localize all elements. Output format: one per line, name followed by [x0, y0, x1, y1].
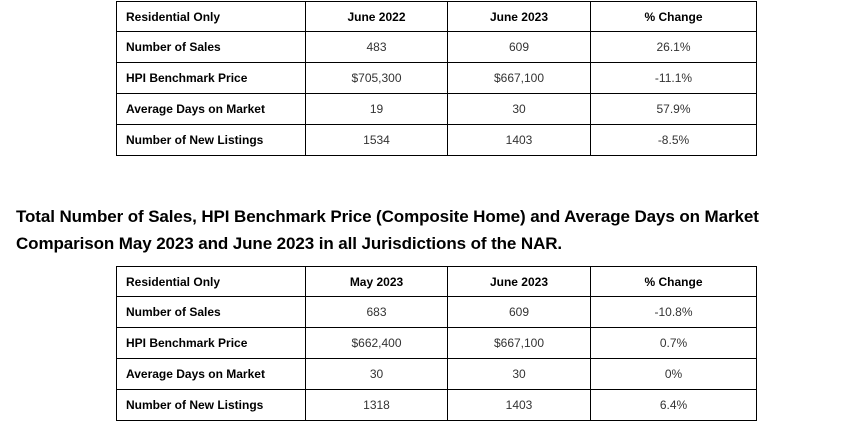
- row-label: HPI Benchmark Price: [117, 328, 306, 359]
- table-cell: 0.7%: [591, 328, 757, 359]
- table-cell: 30: [448, 359, 591, 390]
- table-cell: 26.1%: [591, 32, 757, 63]
- row-label: Number of New Listings: [117, 390, 306, 421]
- table-row: [117, 63, 757, 94]
- header-cell: June 2022: [306, 2, 448, 32]
- heading-line-1: Total Number of Sales, HPI Benchmark Price (Composite Home) and Average Days on Market: [16, 207, 759, 226]
- row-label: Number of Sales: [117, 297, 306, 328]
- table-cell: 19: [306, 94, 448, 125]
- table-cell: -10.8%: [591, 297, 757, 328]
- header-cell: % Change: [591, 267, 757, 297]
- table-header-row: [117, 267, 757, 297]
- table-cell: $667,100: [448, 328, 591, 359]
- header-cell: June 2023: [448, 267, 591, 297]
- table-cell: 1403: [448, 125, 591, 156]
- table-row: [117, 94, 757, 125]
- table-row: [117, 328, 757, 359]
- comparison-table-june: [116, 1, 757, 156]
- table-row: [117, 297, 757, 328]
- heading-line-2: Comparison May 2023 and June 2023 in all Jurisdictions of the NAR.: [16, 234, 563, 253]
- table-cell: -11.1%: [591, 63, 757, 94]
- table-cell: $667,100: [448, 63, 591, 94]
- table-row: [117, 359, 757, 390]
- header-cell: Residential Only: [117, 267, 306, 297]
- table-cell: 30: [448, 94, 591, 125]
- table-cell: 609: [448, 297, 591, 328]
- header-cell: June 2023: [448, 2, 591, 32]
- header-cell: May 2023: [306, 267, 448, 297]
- table-cell: 1318: [306, 390, 448, 421]
- table-cell: 483: [306, 32, 448, 63]
- table-cell: 57.9%: [591, 94, 757, 125]
- table-cell: 1403: [448, 390, 591, 421]
- table-row: [117, 125, 757, 156]
- table-header-row: [117, 2, 757, 32]
- section-heading: [16, 203, 861, 257]
- row-label: Average Days on Market: [117, 359, 306, 390]
- header-cell: % Change: [591, 2, 757, 32]
- table-cell: $705,300: [306, 63, 448, 94]
- table-cell: 6.4%: [591, 390, 757, 421]
- table-cell: 30: [306, 359, 448, 390]
- table-row: [117, 390, 757, 421]
- header-cell: Residential Only: [117, 2, 306, 32]
- table-cell: 609: [448, 32, 591, 63]
- row-label: Number of Sales: [117, 32, 306, 63]
- table-cell: 683: [306, 297, 448, 328]
- table-cell: 0%: [591, 359, 757, 390]
- table-cell: $662,400: [306, 328, 448, 359]
- row-label: Average Days on Market: [117, 94, 306, 125]
- row-label: HPI Benchmark Price: [117, 63, 306, 94]
- table-cell: -8.5%: [591, 125, 757, 156]
- row-label: Number of New Listings: [117, 125, 306, 156]
- table-cell: 1534: [306, 125, 448, 156]
- table-row: [117, 32, 757, 63]
- comparison-table-may-june: [116, 266, 757, 421]
